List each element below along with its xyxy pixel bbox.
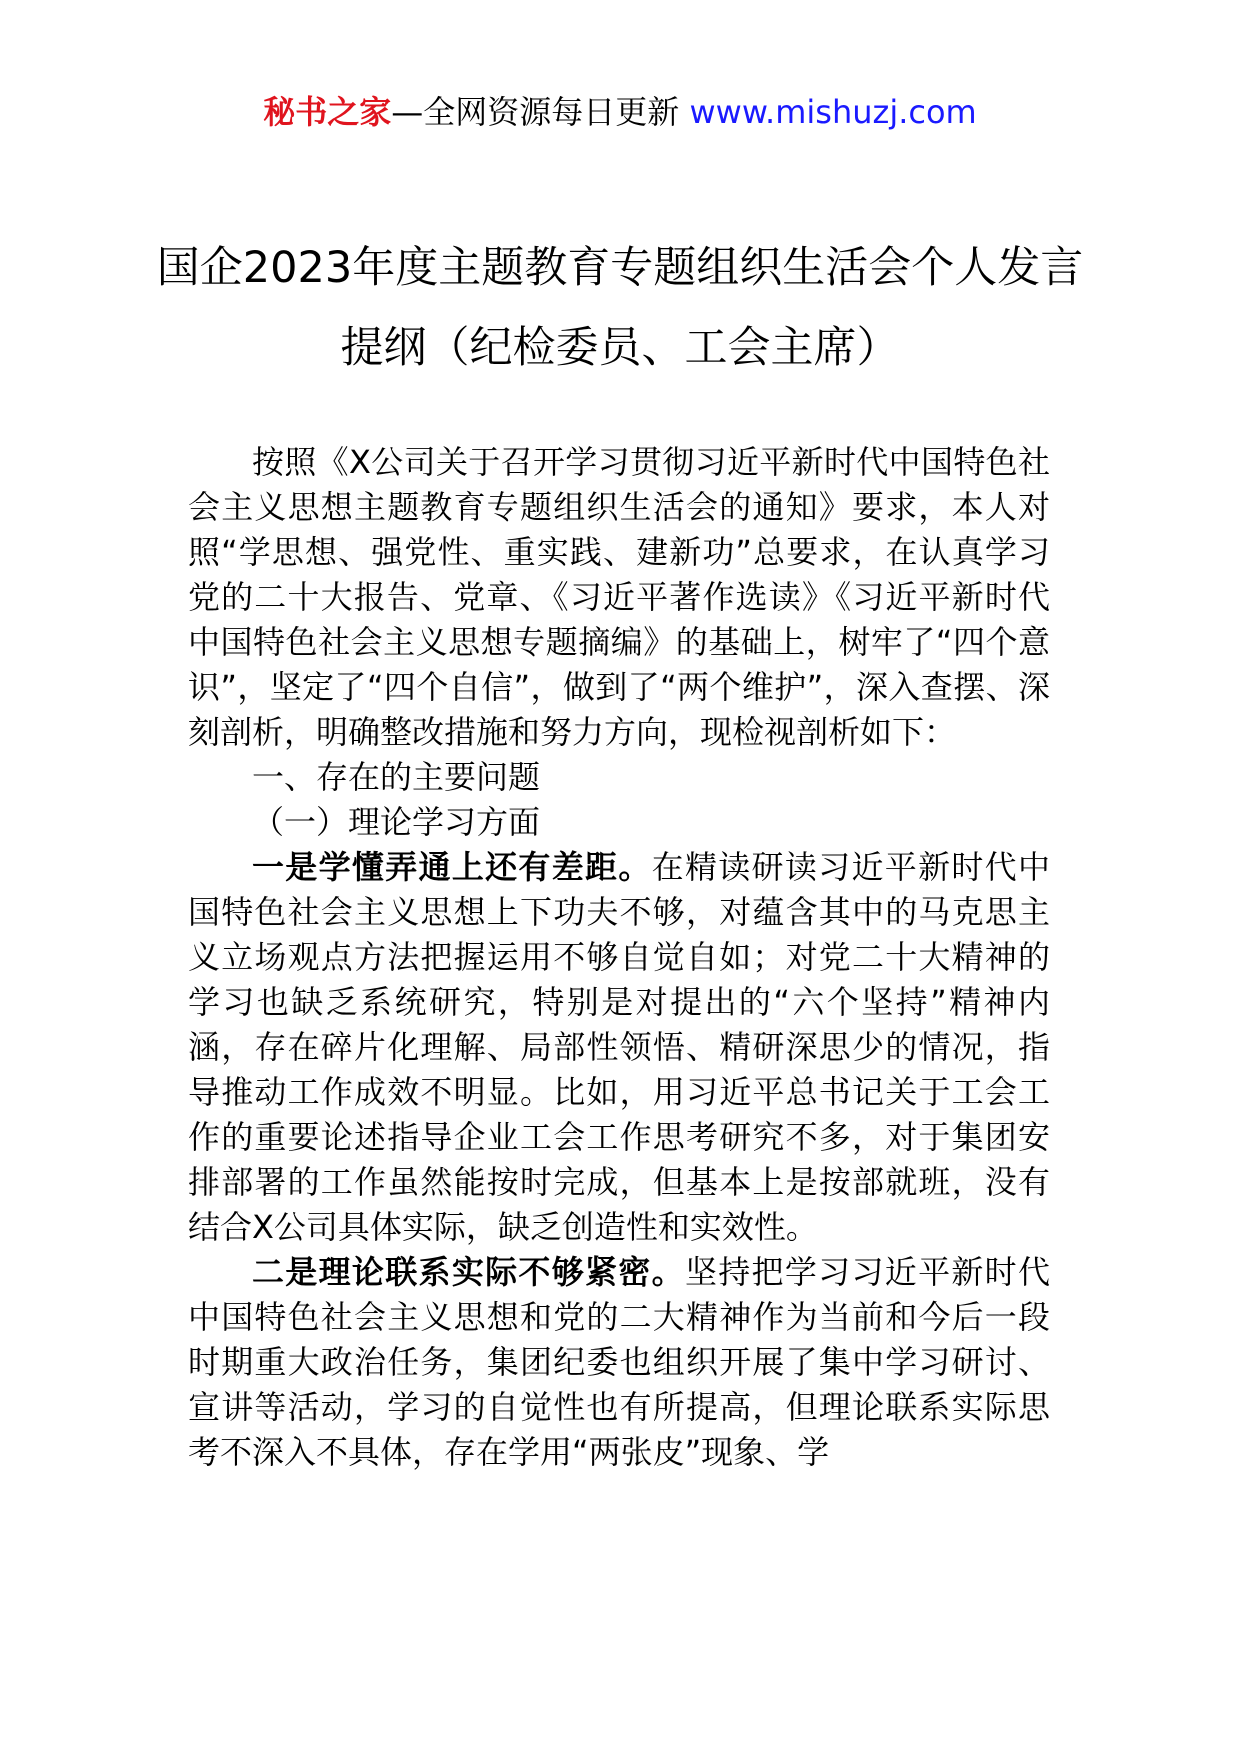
banner-tagline: —全网资源每日更新 [391, 93, 690, 131]
point-body: 在精读研读习近平新时代中国特色社会主义思想上下功夫不够，对蕴含其中的马克思主义立场观点方法把握运用不够自觉自如；对党二十大精神的学习也缺乏系统研究，特别是对提出的“六个坚持”精神内涵，存在碎片化理解、局部性领悟、精研深思少的情况，指导推动工作成效不明显。比如，用习近平总书记关于工会工作的重要论述指导企业工会工作思考研究不多，对于集团安排部署的工作虽然能按时完成，但基本上是按部就班，没有结合X公司具体实际，缺乏创造性和实效性。 [188, 848, 1050, 1246]
brand-name: 秘书之家 [263, 93, 392, 131]
point-paragraph [188, 845, 1050, 1250]
banner-url: www.mishuzj.com [689, 93, 977, 131]
site-banner [0, 92, 1240, 132]
point-body: 坚持把学习习近平新时代中国特色社会主义思想和党的二大精神作为当前和今后一段时期重大政治任务，集团纪委也组织开展了集中学习研讨、宣讲等活动，学习的自觉性也有所提高，但理论联系实际思考不深入不具体，存在学用“两张皮”现象、学 [188, 1253, 1050, 1471]
document-body [188, 440, 1050, 1475]
point-lead: 二是理论联系实际不够紧密。 [252, 1253, 685, 1291]
subsection-heading: （一）理论学习方面 [252, 803, 541, 841]
intro-paragraph: 按照《X公司关于召开学习贯彻习近平新时代中国特色社会主义思想主题教育专题组织生活会的通知》要求，本人对照“学思想、强党性、重实践、建新功”总要求，在认真学习党的二十大报告、党章、《习近平著作选读》《习近平新时代中国特色社会主义思想专题摘编》的基础上，树牢了“四个意识”，坚定了“四个自信”，做到了“两个维护”，深入查摆、深刻剖析，明确整改措施和努力方向，现检视剖析如下： [188, 443, 1050, 751]
section-heading: 一、存在的主要问题 [252, 758, 541, 796]
document-title: 国企2023年度主题教育专题组织生活会个人发言提纲（纪检委员、工会主席） [156, 243, 1084, 373]
point-paragraph [188, 1250, 1050, 1475]
point-lead: 一是学懂弄通上还有差距。 [252, 848, 652, 886]
